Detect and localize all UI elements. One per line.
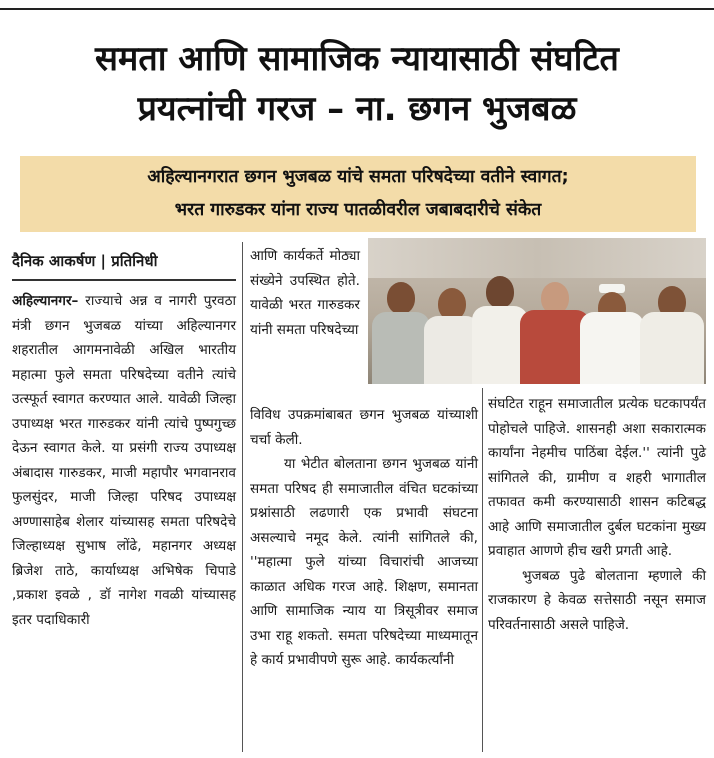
column-divider — [242, 242, 243, 752]
subheadline-line-1: अहिल्यानगरात छगन भुजबळ यांचे समता परिषदेच्या वतीने स्वागत; — [147, 167, 569, 187]
column-2-paragraph-1: विविध उपक्रमांबाबत छगन भुजबळ यांच्याशी चर्चा केली. — [250, 407, 478, 448]
headline-line-2: प्रयत्नांची गरज – ना. छगन भुजबळ — [137, 89, 577, 129]
photo-person — [640, 268, 704, 384]
headline-line-1: समता आणि सामाजिक न्यायासाठी संघटित — [95, 39, 619, 79]
top-rule — [0, 8, 714, 10]
column-2-paragraph-2: या भेटीत बोलताना छगन भुजबळ यांनी समता परिषद ही समाजातील वंचित घटकांच्या प्रश्नांसाठी लढणारी एक प्रभावी संघटना असल्याचे नमूद केले. त्यांनी सांगितले की, ''महात्मा फुले यांच्या विचारांची आजच्या काळात अधिक गरज आहे. शिक्षण, समानता आणि सामाजिक न्याय या त्रिसूत्रीवर समाज उभा राहू शकतो. समता परिषदेच्या माध्यमातून हे कार्य प्रभावीपणे सुरू आहे. कार्यकर्त्यांनी — [250, 456, 478, 668]
subheadline-line-2: भरत गारुडकर यांना राज्य पातळीवरील जबाबदारीचे संकेत — [174, 200, 542, 220]
column-divider — [482, 388, 483, 752]
article-lead-paragraph — [12, 289, 236, 632]
news-photo — [368, 238, 706, 384]
article-column-3 — [488, 392, 706, 637]
column-3-paragraph-1: संघटित राहून समाजातील प्रत्येक घटकापर्यंत पोहोचले पाहिजे. शासनही अशा सकारात्मक कार्यांना नेहमीच पाठिंबा देईल.'' त्यांनी पुढे सांगितले की, ग्रामीण व शहरी भागातील तफावत कमी करण्यासाठी शासन कटिबद्ध आहे आणि समाजातील दुर्बल घटकांना मुख्य प्रवाहात आणणे हीच खरी प्रगती आहे. — [488, 396, 706, 559]
dateline: अहिल्यानगर– — [12, 293, 79, 309]
byline: दैनिक आकर्षण | प्रतिनिधी — [12, 248, 236, 281]
photo-person — [580, 270, 644, 384]
article-column-1 — [12, 248, 236, 632]
photo-person — [372, 268, 430, 384]
headline — [0, 34, 714, 134]
article-column-2 — [250, 403, 478, 673]
column-3-paragraph-2: भुजबळ पुढे बोलताना म्हणाले की राजकारण हे केवळ सत्तेसाठी नसून समाज परिवर्तनासाठी असले पाहिजे. — [488, 567, 706, 633]
article-column-2-top — [250, 244, 360, 342]
column-1-text: राज्याचे अन्न व नागरी पुरवठा मंत्री छगन भुजबळ यांच्या अहिल्यानगर शहरातील आगमनावेळी अखिल भारतीय महात्मा फुले समता परिषदेच्या वतीने त्यांचे उत्स्फूर्त स्वागत करण्यात आले. यावेळी जिल्हा उपाध्यक्ष भरत गारुडकर यांनी त्यांचे पुष्पगुच्छ देऊन स्वागत केले. या प्रसंगी राज्य उपाध्यक्ष अंबादास गारुडकर, माजी महापौर भगवानराव फुलसुंदर, माजी जिल्हा परिषद उपाध्यक्ष अण्णासाहेब शेलार यांच्यासह समता परिषदेचे जिल्हाध्यक्ष सुभाष लोंढे, महानगर अध्यक्ष ब्रिजेश ताठे, कार्याध्यक्ष अभिषेक चिपाडे ,प्रकाश इवळे , डॉ नागेश गवळी यांच्यासह इतर पदाधिकारी — [12, 293, 236, 628]
subheadline-box — [20, 156, 696, 232]
column-2-top-text: आणि कार्यकर्ते मोठ्या संख्येने उपस्थित होते. यावेळी भरत गारुडकर यांनी समता परिषदेच्या — [250, 248, 360, 338]
